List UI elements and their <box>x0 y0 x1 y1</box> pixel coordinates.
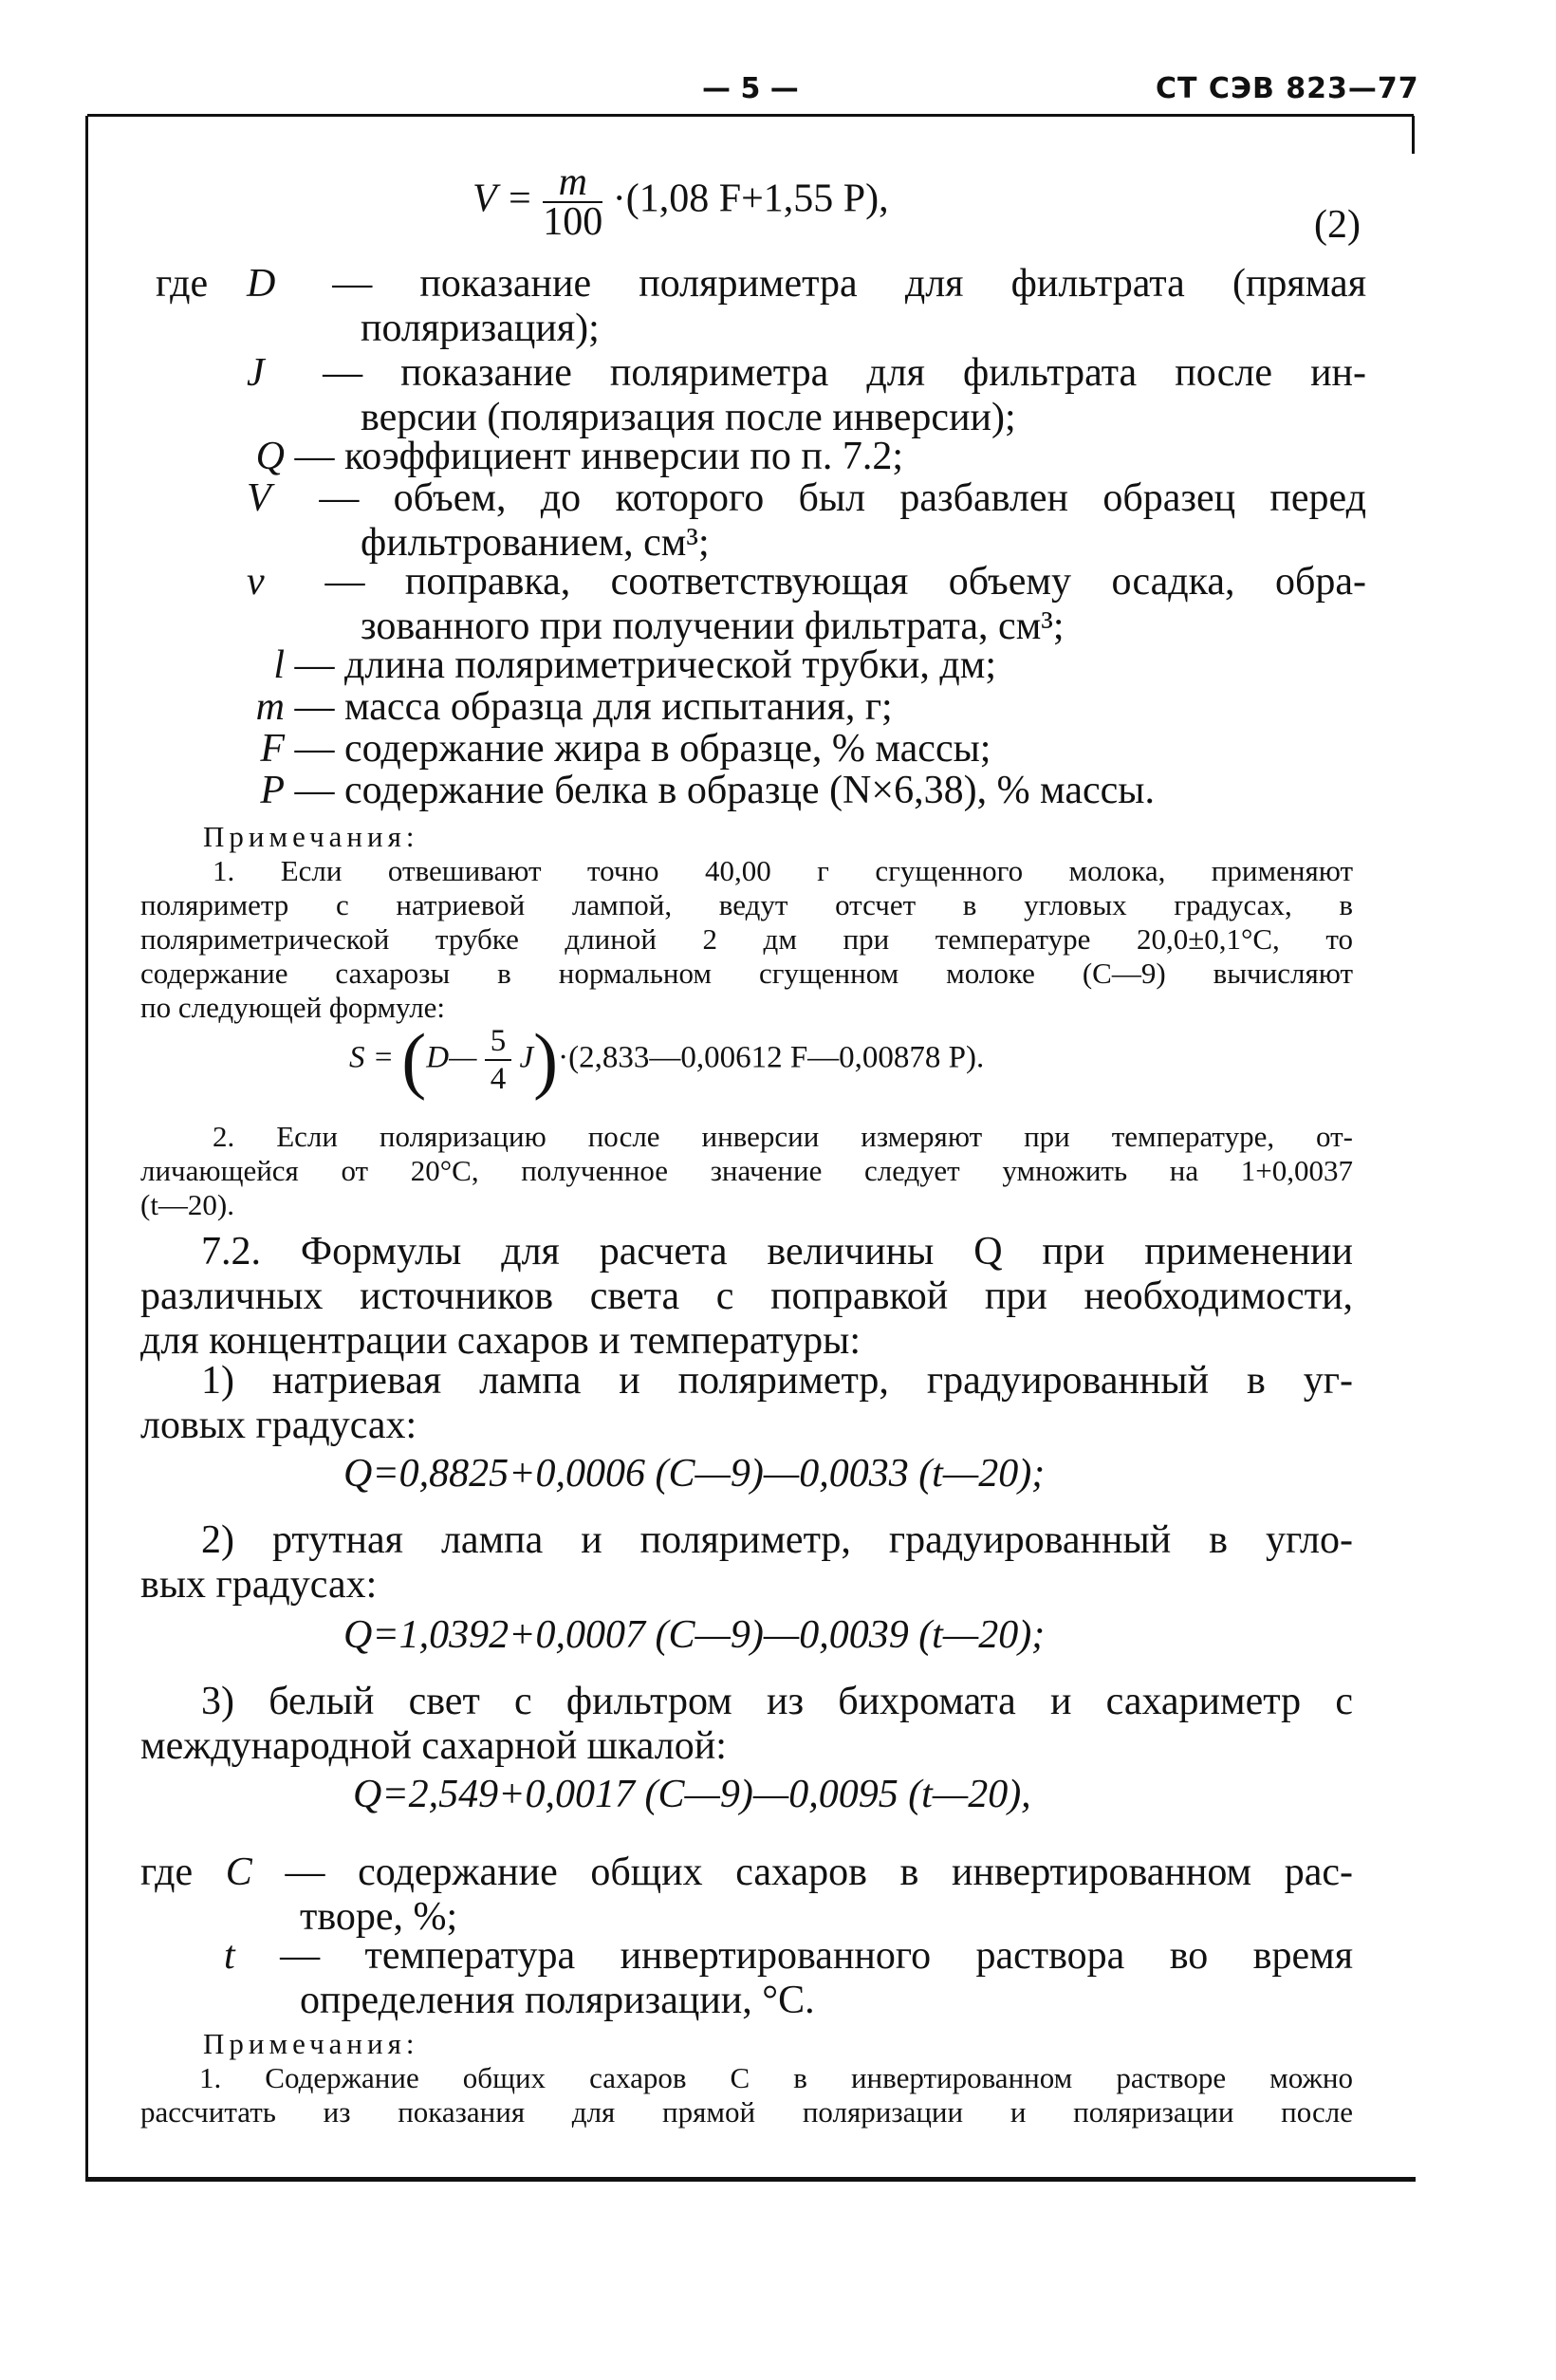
sucrose-formula: S = (D— $\frac{5}{4}$ J)·(2,833—0,00612 F—0,00878 P). <box>349 1018 985 1101</box>
notes2-text: 1. Содержание общих сахаров С в инвертированном растворе можно рассчитать из показания для прямой поляризации и поляризации после <box>140 2061 1353 2129</box>
formula-2-fraction <box>543 160 603 244</box>
legend-item-l: l — длина поляриметрической трубки, дм; <box>273 643 996 687</box>
notes2-title: Примечания: <box>203 2027 419 2060</box>
item-3: 3) белый свет с фильтром из бихромата и сахариметр с международной сахарной шкалой: <box>140 1680 1353 1768</box>
right-border-tick <box>1412 116 1415 154</box>
standard-code: СТ СЭВ 823—77 <box>1156 72 1419 105</box>
where2-item-t: t — температура инвертированного раствора во время определения поляризации, °С. <box>224 1934 1354 2022</box>
formula-2-rhs: ·(1,08 F+1,55 P), <box>612 177 889 221</box>
formula-q3: Q=2,549+0,0017 (C—9)—0,0095 (t—20), <box>353 1773 1031 1816</box>
item-1: 1) натриевая лампа и поляриметр, градуированный в уг- ловых градусах: <box>140 1359 1353 1447</box>
legend-item-m: m — масса образца для испытания, г; <box>255 685 893 729</box>
formula-q1: Q=0,8825+0,0006 (C—9)—0,0033 (t—20); <box>343 1452 1046 1496</box>
legend-item-F: F — содержание жира в образце, % массы; <box>260 727 991 771</box>
where2-item-C: где C — содержание общих сахаров в инвертированном рас- творе, %; <box>140 1850 1354 1939</box>
formula-2-number: (2) <box>1314 203 1361 247</box>
formula-2-numerator: m <box>543 163 602 203</box>
where-word: где <box>156 262 209 306</box>
legend-item-P: P — содержание белка в образце (N×6,38), % массы. <box>260 769 1155 812</box>
top-rule <box>87 114 1414 117</box>
legend-item-V: V — объем, до которого был разбавлен образец перед фильтрованием, см³; <box>247 476 1366 565</box>
page-number: — 5 — <box>702 72 799 105</box>
section-7-2: 7.2. Формулы для расчета величины Q при применении различных источников света с поправкой при необходимости, для концентрации сахаров и температуры: <box>140 1230 1353 1363</box>
left-border-line <box>85 116 88 2179</box>
note-2: 2. Если поляризацию после инверсии измеряют при температуре, от- личающейся от 20°С, полученное значение следует умножить на 1+0,0037 (t—20). <box>140 1120 1353 1221</box>
formula-q2: Q=1,0392+0,0007 (C—9)—0,0039 (t—20); <box>343 1613 1046 1657</box>
legend-item-Q: Q — коэффициент инверсии по п. 7.2; <box>255 435 904 478</box>
legend-item-v: v — поправка, соответствующая объему осадка, обра- зованного при получении фильтрата, см³; <box>247 560 1367 648</box>
formula-2-lhs: V = <box>472 177 533 221</box>
legend-item-J: J — показание поляриметра для фильтрата после ин- версии (поляризация после инверсии); <box>247 351 1367 439</box>
note-1: 1. Если отвешивают точно 40,00 г сгущенного молока, применяют поляриметр с натриевой лампой, ведут отсчет в угловых градусах, в поляриметрической трубке длиной 2 дм при температуре 20,0±0,1°С, то содержание сахарозы в нормальном сгущенном молоке (С—9) вычисляют по следующей формуле: <box>140 854 1353 1024</box>
item-2: 2) ртутная лампа и поляриметр, градуированный в углo- вых градусах: <box>140 1518 1353 1607</box>
notes-title: Примечания: <box>203 820 419 853</box>
formula-2 <box>472 160 889 244</box>
bottom-rule <box>85 2177 1416 2182</box>
formula-2-denominator: 100 <box>543 200 603 244</box>
legend-item-D: D — показание поляриметра для фильтрата (прямая поляризация); <box>247 262 1367 350</box>
